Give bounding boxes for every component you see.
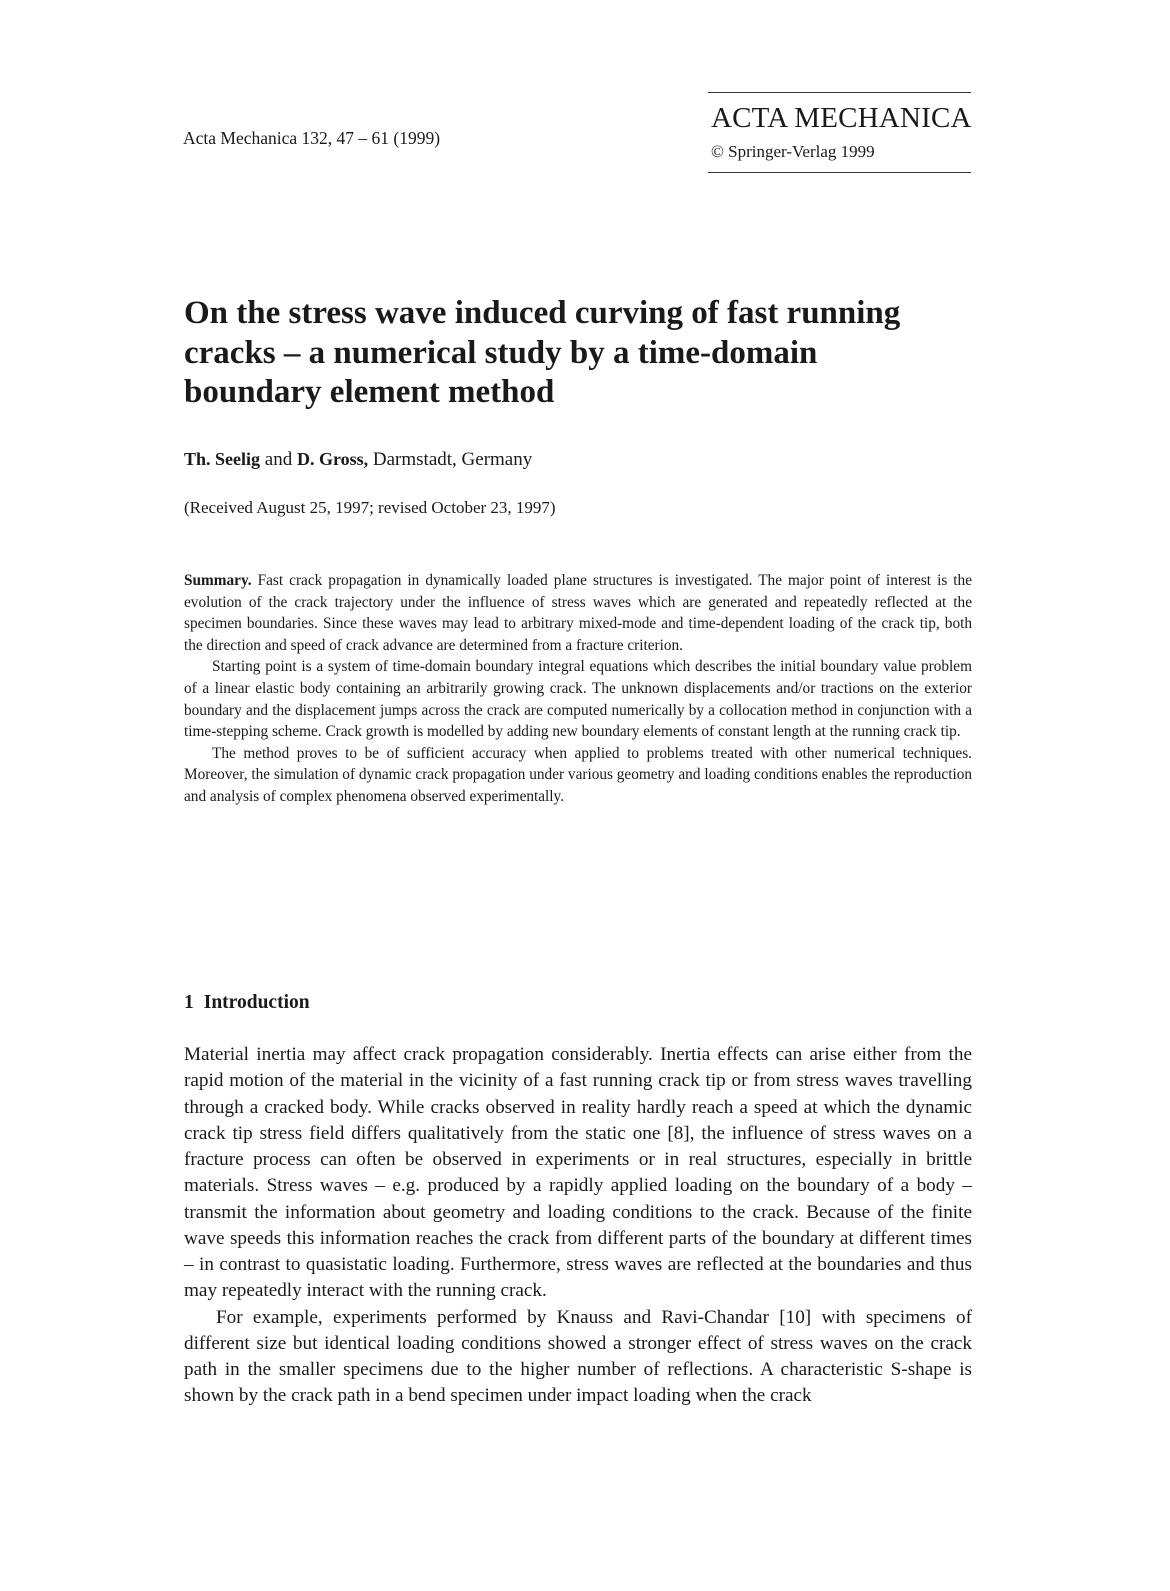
abstract-paragraph: Starting point is a system of time-domain boundary integral equations which describes the initial boundary value problem of a linear elastic body containing an arbitrarily growing crack. The unknown displacements and/or tractions on the exterior boundary and the displacement jumps across the crack are computed numerically by a collocation method in conjunction with a time-stepping scheme. Crack growth is modelled by adding new boundary elements of constant length at the running crack tip. bbox=[184, 658, 972, 741]
article-title bbox=[184, 294, 984, 413]
journal-citation: Acta Mechanica 132, 47 – 61 (1999) bbox=[183, 128, 441, 148]
author-name: Th. Seelig bbox=[184, 449, 261, 469]
journal-masthead bbox=[708, 92, 971, 174]
abstract bbox=[184, 570, 972, 808]
abstract-text: Fast crack propagation in dynamically loaded plane structures is investigated. The major point of interest is the evolution of the crack trajectory under the influence of stress waves which are generated and repeatedly reflected at the specimen boundaries. Since these waves may lead to arbitrary mixed-mode and time-dependent loading of the crack tip, both the direction and speed of crack advance are determined from a fracture criterion. bbox=[184, 572, 972, 654]
abstract-paragraph bbox=[184, 570, 972, 656]
abstract-paragraph: The method proves to be of sufficient accuracy when applied to problems treated with other numerical techniques. Moreover, the simulation of dynamic crack propagation under various geometry and loading conditions enables the reproduction and analysis of complex phenomena observed experimentally. bbox=[184, 744, 972, 805]
section-body bbox=[184, 1042, 972, 1410]
masthead-bottom-rule bbox=[708, 172, 971, 173]
received-dates: (Received August 25, 1997; revised October 23, 1997) bbox=[184, 498, 556, 517]
title-line: boundary element method bbox=[184, 374, 555, 410]
author-conjunction: and bbox=[260, 449, 297, 470]
title-line: On the stress wave induced curving of fast running bbox=[184, 295, 901, 331]
author-line bbox=[184, 449, 532, 471]
masthead-top-rule bbox=[708, 92, 971, 93]
section-title: Introduction bbox=[203, 992, 310, 1013]
copyright-notice: © Springer-Verlag 1999 bbox=[711, 142, 875, 161]
author-affiliation: Darmstadt, Germany bbox=[368, 449, 533, 470]
body-paragraph: Material inertia may affect crack propagation considerably. Inertia effects can arise either from the rapid motion of the material in the vicinity of a fast running crack tip or from stress waves travelling through a cracked body. While cracks observed in reality hardly reach a speed at which the dynamic crack tip stress field differs qualitatively from the static one [8], the influence of stress waves on a fracture process can often be observed in experiments or in real structures, especially in brittle materials. Stress waves – e.g. produced by a rapidly applied loading on the boundary of a body – transmit the information about geometry and loading conditions to the crack. Because of the finite wave speeds this information reaches the crack from different parts of the boundary at different times – in contrast to quasistatic loading. Furthermore, stress waves are reflected at the boundaries and thus may repeatedly interact with the running crack. bbox=[184, 1044, 972, 1302]
body-paragraph: For example, experiments performed by Knauss and Ravi-Chandar [10] with specimens of different size but identical loading conditions showed a stronger effect of stress waves on the crack path in the smaller specimens due to the higher number of reflections. A characteristic S-shape is shown by the crack path in a bend specimen under impact loading when the crack bbox=[184, 1306, 972, 1407]
section-number: 1 bbox=[184, 992, 194, 1013]
section-heading bbox=[184, 992, 310, 1014]
author-name: D. Gross, bbox=[296, 449, 369, 469]
title-line: cracks – a numerical study by a time-domain bbox=[184, 334, 818, 371]
journal-name: ACTA MECHANICA bbox=[711, 102, 972, 134]
abstract-label: Summary. bbox=[184, 572, 252, 589]
